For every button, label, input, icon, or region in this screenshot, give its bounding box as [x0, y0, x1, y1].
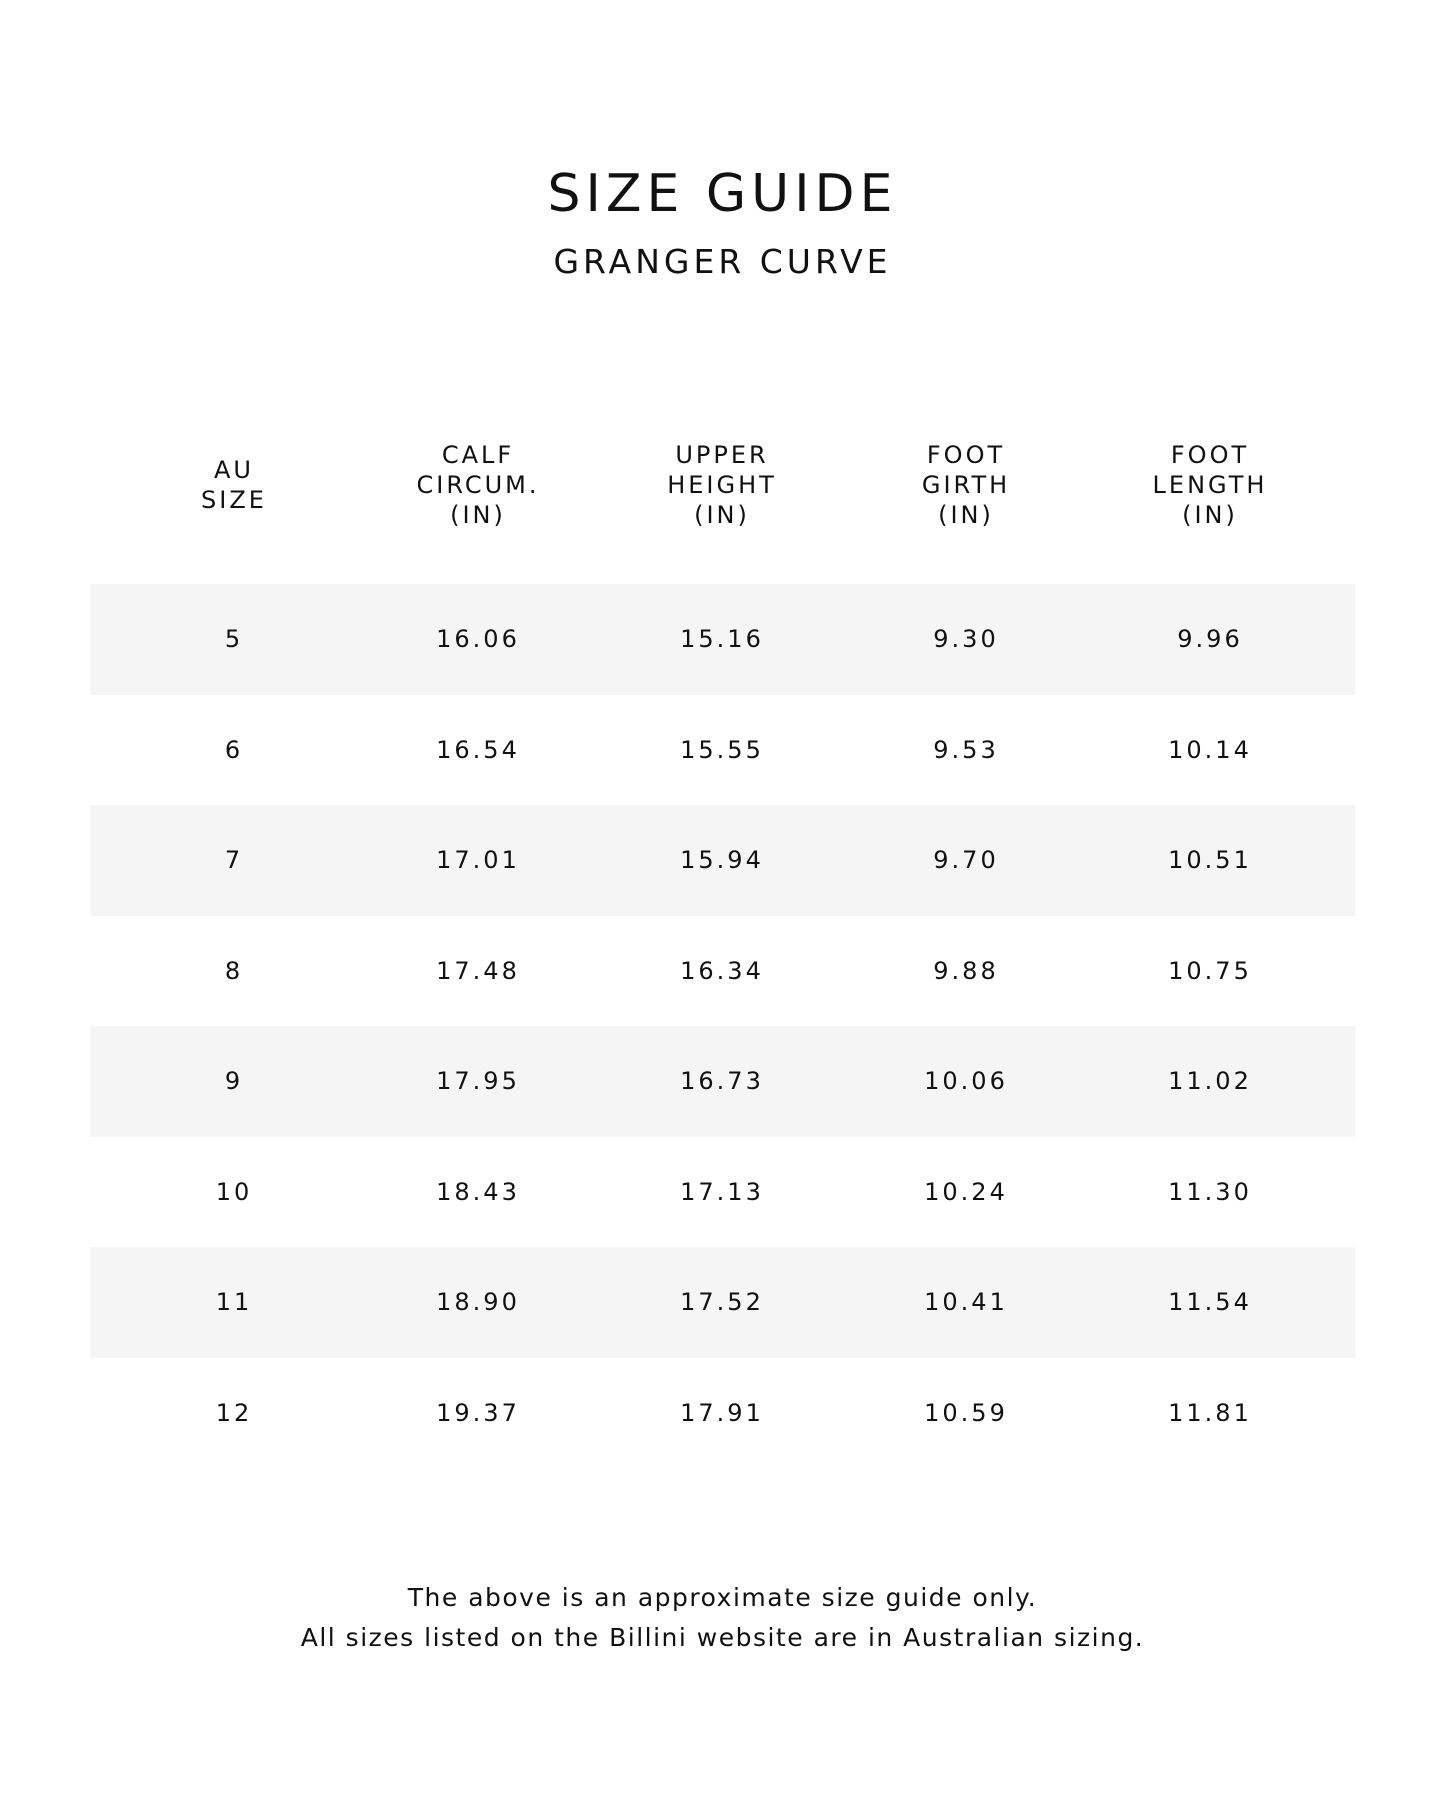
table-row [90, 1247, 1355, 1358]
table-cell: 10.14 [1168, 735, 1252, 764]
column-header-calf-circumference: CALF CIRCUM. (IN) [416, 441, 540, 529]
table-header [90, 430, 1355, 540]
table-cell: 17.91 [680, 1398, 764, 1427]
table-cell: 16.73 [680, 1067, 764, 1096]
table-cell: 11.30 [1168, 1177, 1252, 1206]
table-cell: 10.41 [924, 1288, 1008, 1317]
table-cell: 11 [215, 1288, 253, 1317]
table-cell: 17.52 [680, 1288, 764, 1317]
table-cell: 6 [224, 735, 244, 764]
table-cell: 9.70 [933, 846, 999, 875]
table-cell: 10.06 [924, 1067, 1008, 1096]
table-cell: 10.24 [924, 1177, 1008, 1206]
table-cell: 11.02 [1168, 1067, 1252, 1096]
table-cell: 9.30 [933, 625, 999, 654]
table-cell: 9.96 [1177, 625, 1243, 654]
table-cell: 15.55 [680, 735, 764, 764]
table-row [90, 805, 1355, 916]
page-subtitle: GRANGER CURVE [553, 242, 892, 281]
table-cell: 10.59 [924, 1398, 1008, 1427]
table-cell: 10 [215, 1177, 253, 1206]
table-cell: 16.54 [436, 735, 520, 764]
table-cell: 9 [224, 1067, 244, 1096]
table-cell: 16.34 [680, 956, 764, 985]
table-cell: 18.90 [436, 1288, 520, 1317]
column-header-upper-height: UPPER HEIGHT (IN) [667, 441, 777, 529]
column-header-au-size: AU SIZE [201, 456, 267, 514]
table-cell: 17.95 [436, 1067, 520, 1096]
column-header-foot-length: FOOT LENGTH (IN) [1152, 441, 1268, 529]
page-title: SIZE GUIDE [547, 164, 898, 224]
table-cell: 17.13 [680, 1177, 764, 1206]
table-cell: 9.88 [933, 956, 999, 985]
size-table-body [90, 584, 1355, 1468]
table-row [90, 1137, 1355, 1248]
table-row [90, 1026, 1355, 1137]
column-header-foot-girth: FOOT GIRTH (IN) [921, 441, 1011, 529]
table-cell: 7 [224, 846, 244, 875]
table-row [90, 1358, 1355, 1469]
table-cell: 10.51 [1168, 846, 1252, 875]
table-cell: 17.01 [436, 846, 520, 875]
table-cell: 19.37 [436, 1398, 520, 1427]
table-cell: 11.54 [1168, 1288, 1252, 1317]
table-row [90, 695, 1355, 806]
table-cell: 17.48 [436, 956, 520, 985]
table-row [90, 584, 1355, 695]
table-cell: 18.43 [436, 1177, 520, 1206]
table-cell: 5 [224, 625, 244, 654]
disclaimer-approximate: The above is an approximate size guide only. [407, 1583, 1038, 1612]
table-row [90, 916, 1355, 1027]
disclaimer-australian-sizing: All sizes listed on the Billini website are in Australian sizing. [300, 1623, 1145, 1652]
table-cell: 16.06 [436, 625, 520, 654]
table-cell: 11.81 [1168, 1398, 1252, 1427]
table-cell: 8 [224, 956, 244, 985]
table-cell: 10.75 [1168, 956, 1252, 985]
table-cell: 9.53 [933, 735, 999, 764]
table-cell: 15.94 [680, 846, 764, 875]
table-cell: 12 [215, 1398, 253, 1427]
table-cell: 15.16 [680, 625, 764, 654]
